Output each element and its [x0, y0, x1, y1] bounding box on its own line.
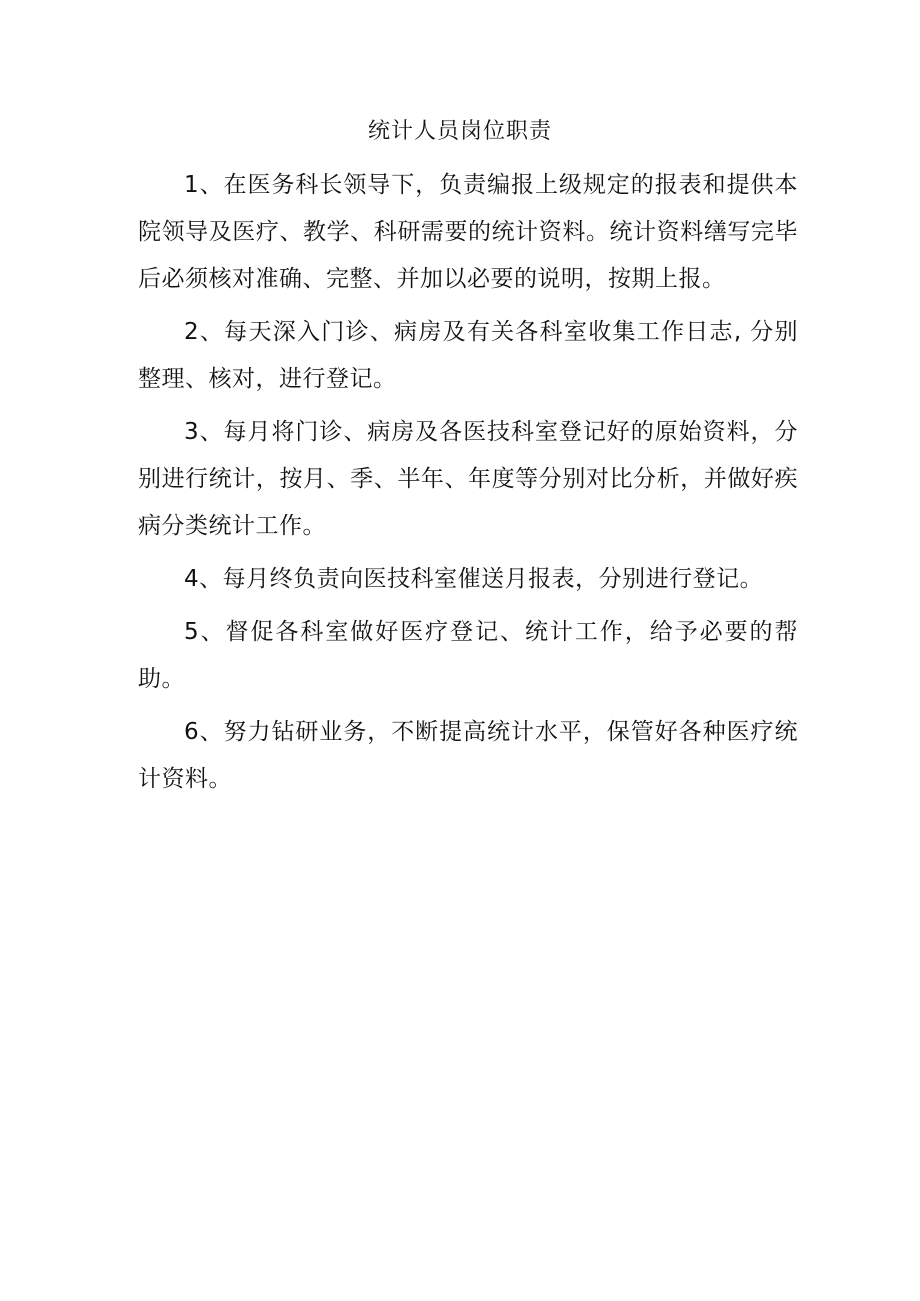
duty-paragraph-1: 1、在医务科长领导下，负责编报上级规定的报表和提供本院领导及医疗、教学、科研需要的统计资料。统计资料缮写完毕后必须核对准确、完整、并加以必要的说明，按期上报。 [138, 172, 798, 292]
duty-paragraph-4: 4、每月终负责向医技科室催送月报表，分别进行登记。 [184, 566, 764, 592]
duty-paragraph-5: 5、督促各科室做好医疗登记、统计工作，给予必要的帮助。 [138, 619, 798, 692]
document-body [138, 162, 798, 809]
duty-paragraph-6: 6、努力钻研业务，不断提高统计水平，保管好各种医疗统计资料。 [138, 719, 798, 792]
duty-paragraph-2: 2、每天深入门诊、病房及有关各科室收集工作日志, 分别整理、核对，进行登记。 [138, 319, 798, 392]
duty-paragraph-3: 3、每月将门诊、病房及各医技科室登记好的原始资料，分别进行统计，按月、季、半年、年度等分别对比分析，并做好疾病分类统计工作。 [138, 419, 798, 539]
document-title: 统计人员岗位职责 [367, 119, 552, 144]
